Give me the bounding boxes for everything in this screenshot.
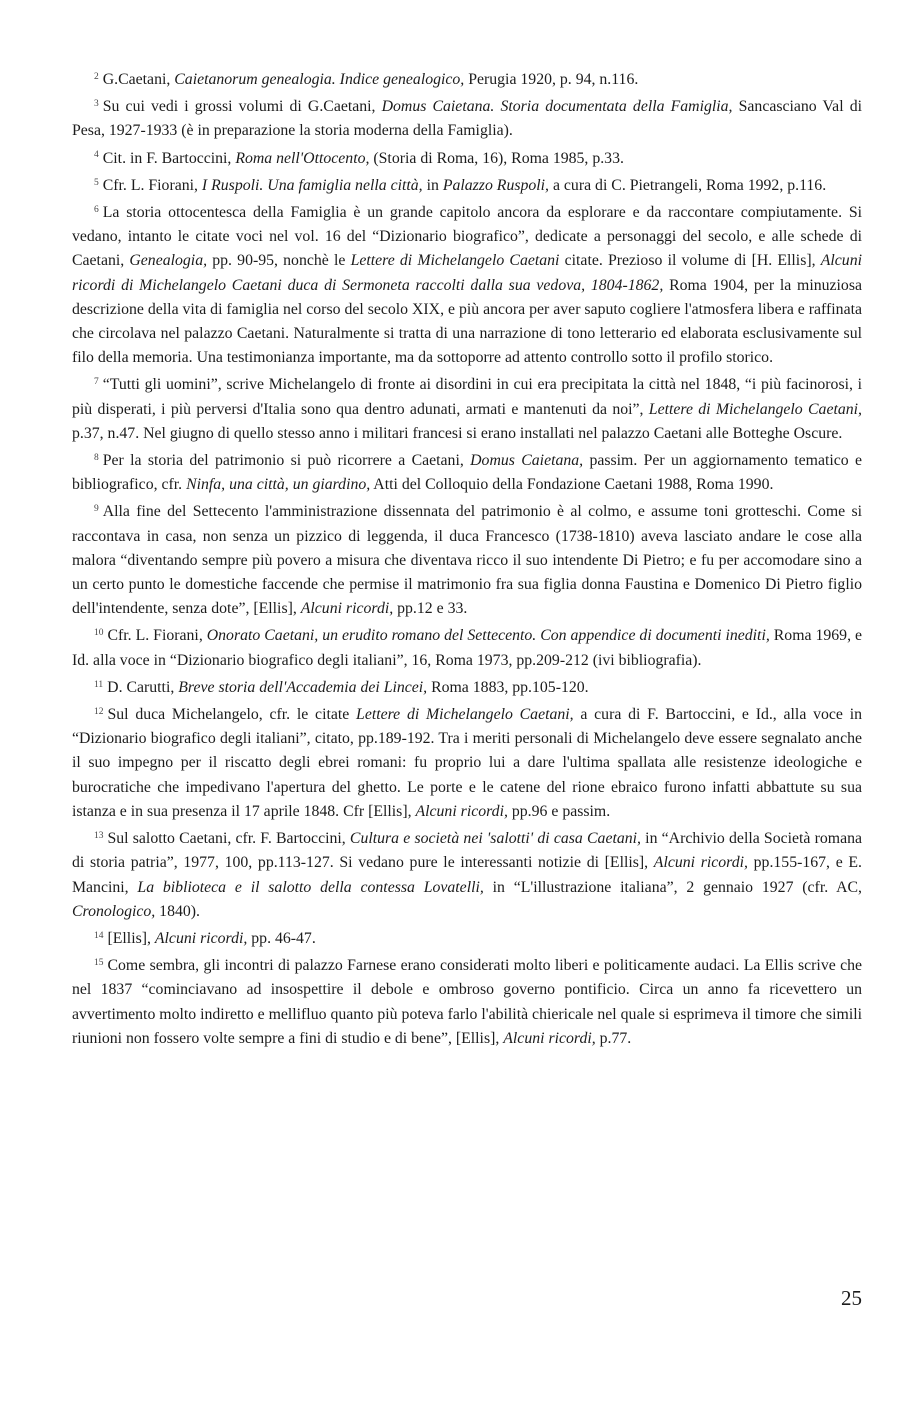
footnote-text: citate. Prezioso il volume di [H. Ellis], [559,252,821,270]
footnote-text: Per la storia del patrimonio si può ricorrere a Caetani, [102,452,471,470]
footnote-6 [72,201,862,370]
footnote-text: G.Caetani, [102,71,175,88]
footnote-text: a cura di C. Pietrangeli, Roma 1992, p.116. [549,176,827,194]
footnote-number: 13 [94,830,104,841]
footnote-text: “Tutti gli uomini”, scrive Michelangelo di fronte ai disordini in cui era precipitata la città nel 1848, “i più facinorosi, i più disperati, i più perversi d'Italia sono qua dentro adunati, armati e mantenuti da noi”, [72,376,862,418]
footnote-text: Atti del Colloquio della Fondazione Caetani 1988, Roma 1990. [370,476,774,494]
footnote-10 [72,624,862,672]
footnote-2 [72,68,862,92]
footnote-text: Roma 1969, e Id. alla voce in “Dizionario biografico degli italiani”, 16, Roma 1973, pp.209-212 (ivi bibliografia). [72,627,863,669]
footnote-9 [72,500,862,621]
footnote-text: Su cui vedi i grossi volumi di G.Caetani, [102,98,382,116]
footnote-text: [Ellis], [107,929,155,947]
page-number: 25 [841,1286,862,1310]
footnote-italic-title: Domus Caietana. Storia documentata della Famiglia, [381,98,733,116]
footnote-14 [72,927,862,951]
footnote-4 [72,147,862,171]
footnote-text: Cit. in F. Bartoccini, [102,149,236,167]
footnote-italic-title: Cronologico, [72,902,156,920]
footnote-text: in “L'illustrazione italiana”, 2 gennaio 1927 (cfr. AC, [483,878,862,896]
footnote-text: p.77. [595,1029,632,1047]
footnote-number: 6 [94,204,99,215]
footnote-italic-title: La biblioteca e il salotto della contessa Lovatelli, [137,878,484,896]
footnote-italic-title: Breve storia dell'Accademia dei Lincei, [178,678,428,696]
footnote-number: 8 [94,452,99,463]
footnote-text: D. Carutti, [107,678,179,696]
footnote-number: 4 [94,150,99,161]
footnote-italic-title: Roma nell'Ottocento, [235,149,370,167]
footnote-text: (Storia di Roma, 16), Roma 1985, p.33. [369,149,624,167]
footnote-text: Sancasciano Val di Pesa, 1927-1933 (è in preparazione la storia moderna della Famiglia). [72,98,862,140]
footnote-italic-title: Lettere di Michelangelo Caetani [350,252,560,270]
footnote-13 [72,827,862,924]
footnote-italic-title: Alcuni ricordi, [653,854,748,872]
footnote-italic-title: Palazzo Ruspoli, [442,176,550,194]
footnote-text: pp.155-167, e E. Mancini, [72,854,862,896]
footnote-3 [72,95,862,143]
footnote-text: p.37, n.47. Nel giugno di quello stesso anno i militari francesi si erano installati nel palazzo Caetani alle Botteghe Oscure. [72,424,843,442]
footnote-11 [72,676,862,700]
footnote-text: a cura di F. Bartoccini, e Id., alla voce in “Dizionario biografico degli italiani”, citato, pp.189-192. Tra i meriti personali di Michelangelo deve essere segnalato anche il suo impegno per il riscatto degli ebrei romani: fu proprio lui a dare l'ultima spallata alle resistenze ideologiche e burocratiche che impedivano l'apertura del ghetto. Le porte e le catene del rione ebraico furono infatti abbattute su sua istanza e in sua presenza il 17 aprile 1848. Cfr [Ellis], [72,706,862,820]
footnote-number: 2 [94,71,99,82]
footnote-italic-title: I Ruspoli. Una famiglia nella città, [201,176,423,194]
footnote-italic-title: Onorato Caetani, un erudito romano del Settecento. Con appendice di documenti inediti, [206,627,770,645]
footnote-text: Roma 1883, pp.105-120. [427,678,589,696]
footnote-italic-title: Lettere di Michelangelo Caetani, [356,706,574,724]
footnote-text: pp.12 e 33. [393,600,468,618]
footnotes-block [72,68,862,1054]
footnote-text: Roma 1904, per la minuziosa descrizione della vita di famiglia nel corso del secolo XIX, e più ancora per aver saputo cogliere l'atmosfera libera e raffinata che circolava nel palazzo Caetani. Naturalmente si tratta di una narrazione di tono letterario ed elaborata esclusivamente sul filo della memoria. Una testimonianza importante, ma da sottoporre ad attento controllo sotto il profilo storico. [72,276,862,367]
footnote-italic-title: Caietanorum genealogia. Indice genealogico, [174,71,465,88]
footnote-15 [72,954,862,1051]
footnote-italic-title: Alcuni ricordi, [154,929,248,947]
footnote-5 [72,174,862,198]
footnote-text: pp. 90-95, nonchè le [207,252,351,270]
footnote-text: Come sembra, gli incontri di palazzo Farnese erano considerati molto liberi e politicamente audaci. La Ellis scrive che nel 1837 “cominciavano ad insospettire il debole e ombroso governo pontificio. Circa un anno fa ricevettero un avvertimento molto indiretto e mellifluo quanto più poteva farlo l'abilità chiericale nel quale si esprimeva il timore che simili riunioni non fossero volte sempre a fini di studio e di bene”, [Ellis], [72,957,862,1047]
footnote-italic-title: Alcuni ricordi, [415,802,508,820]
footnote-italic-title: Alcuni ricordi, [503,1029,596,1047]
footnote-italic-title: Lettere di Michelangelo Caetani, [648,400,862,418]
footnote-text: Alla fine del Settecento l'amministrazione dissennata del patrimonio è al colmo, e assume toni grotteschi. Come si raccontava in casa, non senza un pizzico di leggenda, il duca Francesco (1738-1810) aveva lasciato andare le cose alla malora “diventando sempre più povero a misura che diventava ricco il suo intendente Di Pietro; e fu per accomodare sino a un certo punto le domestiche faccende che permise il matrimonio fra sua figlia donna Faustina e Domenico Di Pietro figlio dell'intendente, senza dote”, [Ellis], [72,503,862,618]
footnote-text: Cfr. L. Fiorani, [107,627,207,645]
footnote-italic-title: Domus Caietana, [470,452,584,470]
footnote-8 [72,449,862,497]
footnote-text: Sul salotto Caetani, cfr. F. Bartoccini, [107,830,350,848]
footnote-italic-title: Alcuni ricordi di Michelangelo Caetani duca di Sermoneta raccolti dalla sua vedova, 1804-1862, [72,252,862,294]
footnote-italic-title: Alcuni ricordi, [300,600,394,618]
footnote-number: 5 [94,177,99,188]
footnote-text: passim. Per un aggiornamento tematico e bibliografico, cfr. [72,452,863,494]
footnote-number: 14 [94,930,104,941]
footnote-number: 11 [94,679,104,690]
footnote-number: 15 [94,957,104,968]
footnote-text: Cfr. L. Fiorani, [102,176,202,194]
footnote-text: in [422,176,443,194]
footnote-italic-title: Cultura e società nei 'salotti' di casa Caetani, [349,830,641,848]
footnote-7 [72,373,862,446]
footnote-text: in “Archivio della Società romana di storia patria”, 1977, 100, pp.113-127. Si vedano pure le interessanti notizie di [Ellis], [72,830,862,872]
footnote-italic-title: Genealogia, [129,252,208,270]
footnote-number: 9 [94,504,99,515]
footnote-number: 12 [94,706,104,717]
footnote-text: pp.96 e passim. [507,802,611,820]
footnote-text: pp. 46-47. [247,929,316,947]
footnote-text: La storia ottocentesca della Famiglia è un grande capitolo ancora da esplorare e da raccontare compiutamente. Si vedano, intanto le citate voci nel vol. 16 del “Dizionario biografico”, dedicate a personaggi del secolo, e alle schede di Caetani, [72,204,862,270]
footnote-12 [72,703,862,824]
footnote-text: 1840). [155,902,200,920]
footnote-text: Sul duca Michelangelo, cfr. le citate [107,706,357,724]
footnote-number: 3 [94,98,99,109]
footnote-number: 7 [94,377,99,388]
footnote-italic-title: Ninfa, una città, un giardino, [186,476,371,494]
footnote-number: 10 [94,628,104,639]
footnote-text: Perugia 1920, p. 94, n.116. [464,71,639,88]
